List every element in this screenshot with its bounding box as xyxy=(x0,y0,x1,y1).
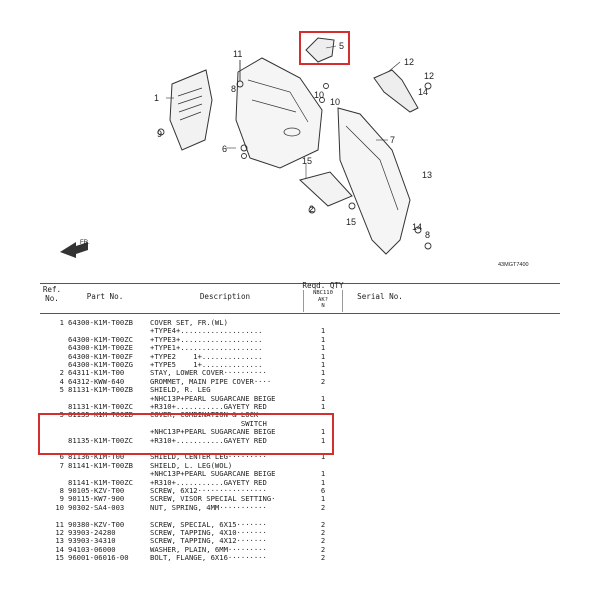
callout-9: 9 xyxy=(157,129,163,139)
part-no-cell: 81141-K1M-T00ZC xyxy=(68,477,133,487)
description-cell: STAY, LOWER COVER·········· xyxy=(150,368,267,378)
qty-cell: 1 xyxy=(320,393,326,403)
part-no-cell: 90105-KZV-T00 xyxy=(68,486,125,495)
front-direction-arrow xyxy=(60,240,90,258)
ref-no-cell: 4 xyxy=(59,376,64,386)
ref-no-cell: 15 xyxy=(55,553,64,563)
ref-no-cell: 13 xyxy=(55,536,64,546)
ref-no-cell: 11 xyxy=(55,519,64,529)
callout-10b: 10 xyxy=(330,97,341,107)
ref-no-cell: 7 xyxy=(59,460,64,470)
ref-no-cell: 12 xyxy=(55,528,64,537)
table-row xyxy=(40,554,560,562)
diagram-code: 43MGT7400 xyxy=(498,262,529,268)
description-cell: +R310+...........GAYETY RED xyxy=(150,435,267,445)
qty-cell: 2 xyxy=(320,376,326,386)
callout-7: 7 xyxy=(390,135,396,145)
description-cell: SCREW, TAPPING, 4X12······· xyxy=(150,536,267,546)
description-cell: +TYPE1+................... xyxy=(150,343,263,353)
part-no-cell: 64300-K1M-T00ZG xyxy=(68,360,133,369)
description-cell: NUT, SPRING, 4MM··········· xyxy=(150,502,267,512)
header-qty-title: Reqd. QTY xyxy=(302,281,344,290)
qty-cell: 1 xyxy=(320,452,326,462)
part-no-cell: 64311-K1M-T00 xyxy=(68,368,125,378)
description-cell: +TYPE3+................... xyxy=(150,334,263,344)
part-no-cell: 81135-K1M-T00ZC xyxy=(68,435,133,445)
qty-cell: 2 xyxy=(320,519,326,529)
description-cell: +R310+...........GAYETY RED xyxy=(150,402,267,411)
qty-cell: 1 xyxy=(320,494,326,504)
callout-13: 13 xyxy=(422,170,433,180)
table-row xyxy=(40,504,560,512)
ref-no-cell: 14 xyxy=(55,544,64,554)
callout-14a: 14 xyxy=(418,87,429,97)
qty-cell: 1 xyxy=(320,334,326,344)
part-no-cell: 81136-K1M-T00 xyxy=(68,452,125,462)
callout-2: 2 xyxy=(309,204,315,214)
qty-cell: 1 xyxy=(320,477,326,487)
qty-cell: 1 xyxy=(320,368,326,378)
part-no-cell: 81131-K1M-T00ZC xyxy=(68,402,133,411)
part-no-cell: 64300-K1M-T00ZC xyxy=(68,334,133,344)
ref-no-cell: 1 xyxy=(59,318,64,327)
part-no-cell: 94103-06000 xyxy=(68,544,116,554)
ref-no-cell: 8 xyxy=(59,486,64,495)
qty-cell: 1 xyxy=(320,435,326,445)
part-no-cell: 64300-K1M-T00ZE xyxy=(68,343,133,353)
header-description: Description xyxy=(199,292,251,301)
description-cell: +NHC13P+PEARL SUGARCANE BEIGE xyxy=(150,427,276,437)
qty-cell: 1 xyxy=(320,427,326,437)
part-no-cell: 81131-K1M-T00ZB xyxy=(68,385,133,395)
part-no-cell: 64300-K1M-T00ZB xyxy=(68,318,133,327)
description-cell: +NHC13P+PEARL SUGARCANE BEIGE xyxy=(150,393,276,403)
table-highlight-box xyxy=(38,410,334,455)
qty-cell: 1 xyxy=(320,343,326,353)
description-cell: GROMMET, MAIN PIPE COVER···· xyxy=(150,376,272,386)
callout-1: 1 xyxy=(154,93,160,103)
visor-part xyxy=(374,70,418,112)
part-no-cell: 81141-K1M-T00ZB xyxy=(68,460,133,470)
description-cell: SWITCH xyxy=(150,418,267,428)
header-ref: Ref. No. xyxy=(42,285,62,303)
description-cell: SHIELD, R. LEG xyxy=(150,385,211,395)
description-cell: +TYPE2 1+.............. xyxy=(150,351,263,361)
callout-12a: 12 xyxy=(404,57,415,67)
description-cell: SHIELD, CENTER LEG········· xyxy=(150,452,267,462)
part-no-cell: 90115-KW7-900 xyxy=(68,494,125,504)
stay-part xyxy=(300,172,352,206)
part-no-cell: 93903-34310 xyxy=(68,536,116,546)
table-row xyxy=(40,462,560,470)
table-row xyxy=(40,521,560,529)
callout-10a: 10 xyxy=(314,90,325,100)
part-no-cell: 96001-06016-00 xyxy=(68,553,129,563)
callout-8: 8 xyxy=(231,84,237,94)
ref-no-cell: 9 xyxy=(59,494,64,504)
qty-cell: 1 xyxy=(320,360,326,369)
description-cell: +TYPE4+................... xyxy=(150,326,263,336)
qty-cell: 2 xyxy=(320,536,326,546)
callout-15b: 15 xyxy=(346,217,357,227)
description-cell: BOLT, FLANGE, 6X16········· xyxy=(150,553,267,563)
header-qty-model: NBC110 AK? N xyxy=(313,290,333,309)
header-serial-no: Serial No. xyxy=(357,292,403,301)
description-cell: +R310+...........GAYETY RED xyxy=(150,477,267,487)
l-leg-shield-part xyxy=(338,108,410,254)
table-row xyxy=(40,529,560,537)
ref-no-cell: 10 xyxy=(55,502,64,512)
callout-12b: 12 xyxy=(424,71,435,81)
part-no-cell: 90380-KZV-T00 xyxy=(68,519,125,529)
ref-no-cell: 5 xyxy=(59,385,64,395)
qty-cell: 2 xyxy=(320,502,326,512)
callout-11: 11 xyxy=(233,49,243,59)
part-no-cell: 64300-K1M-T00ZF xyxy=(68,351,133,361)
qty-cell: 6 xyxy=(320,486,326,495)
callout-15a: 15 xyxy=(302,156,313,166)
svg-text:FR.: FR. xyxy=(80,240,90,246)
table-row xyxy=(40,319,560,327)
header-part-no: Part No. xyxy=(86,292,124,301)
description-cell: WASHER, PLAIN, 6MM········· xyxy=(150,544,267,554)
callout-6: 6 xyxy=(222,144,228,154)
table-row xyxy=(40,537,560,545)
qty-cell: 1 xyxy=(320,469,326,479)
description-cell: SCREW, VISOR SPECIAL SETTING· xyxy=(150,494,276,504)
center-leg-shield-part xyxy=(236,58,325,168)
ref-no-cell: 2 xyxy=(59,368,64,378)
qty-cell: 1 xyxy=(320,351,326,361)
callout-14b: 14 xyxy=(412,222,423,232)
qty-cell: 1 xyxy=(320,402,326,411)
description-cell: +TYPE5 1+.............. xyxy=(150,360,263,369)
description-cell: SCREW, TAPPING, 4X10······· xyxy=(150,528,267,537)
front-cover-part xyxy=(170,70,212,150)
callout-8b: 8 xyxy=(425,230,431,240)
part-no-cell: 93903-24280 xyxy=(68,528,116,537)
qty-cell: 1 xyxy=(320,326,326,336)
qty-cell: 2 xyxy=(320,553,326,563)
description-cell: SHIELD, L. LEG(WOL) xyxy=(150,460,233,470)
qty-cell: 2 xyxy=(320,544,326,554)
ref-no-cell: 5 xyxy=(59,410,64,420)
table-row xyxy=(40,386,560,394)
description-cell: SCREW, SPECIAL, 6X15······· xyxy=(150,519,267,529)
qty-cell: 2 xyxy=(320,528,326,537)
diagram-highlight-box xyxy=(299,31,350,65)
description-cell: +NHC13P+PEARL SUGARCANE BEIGE xyxy=(150,469,276,479)
description-cell: COVER SET, FR.(WL) xyxy=(150,318,228,327)
description-cell: COVER, COMBINATION & LOCK xyxy=(150,410,259,420)
callout-5: 5 xyxy=(339,41,345,51)
part-no-cell: 64312-KWW-640 xyxy=(68,376,125,386)
part-no-cell: 81135-K1M-T00ZB xyxy=(68,410,133,420)
part-no-cell: 90302-SA4-003 xyxy=(68,502,125,512)
description-cell: SCREW, 6X12················ xyxy=(150,486,267,495)
ref-no-cell: 6 xyxy=(59,452,64,462)
